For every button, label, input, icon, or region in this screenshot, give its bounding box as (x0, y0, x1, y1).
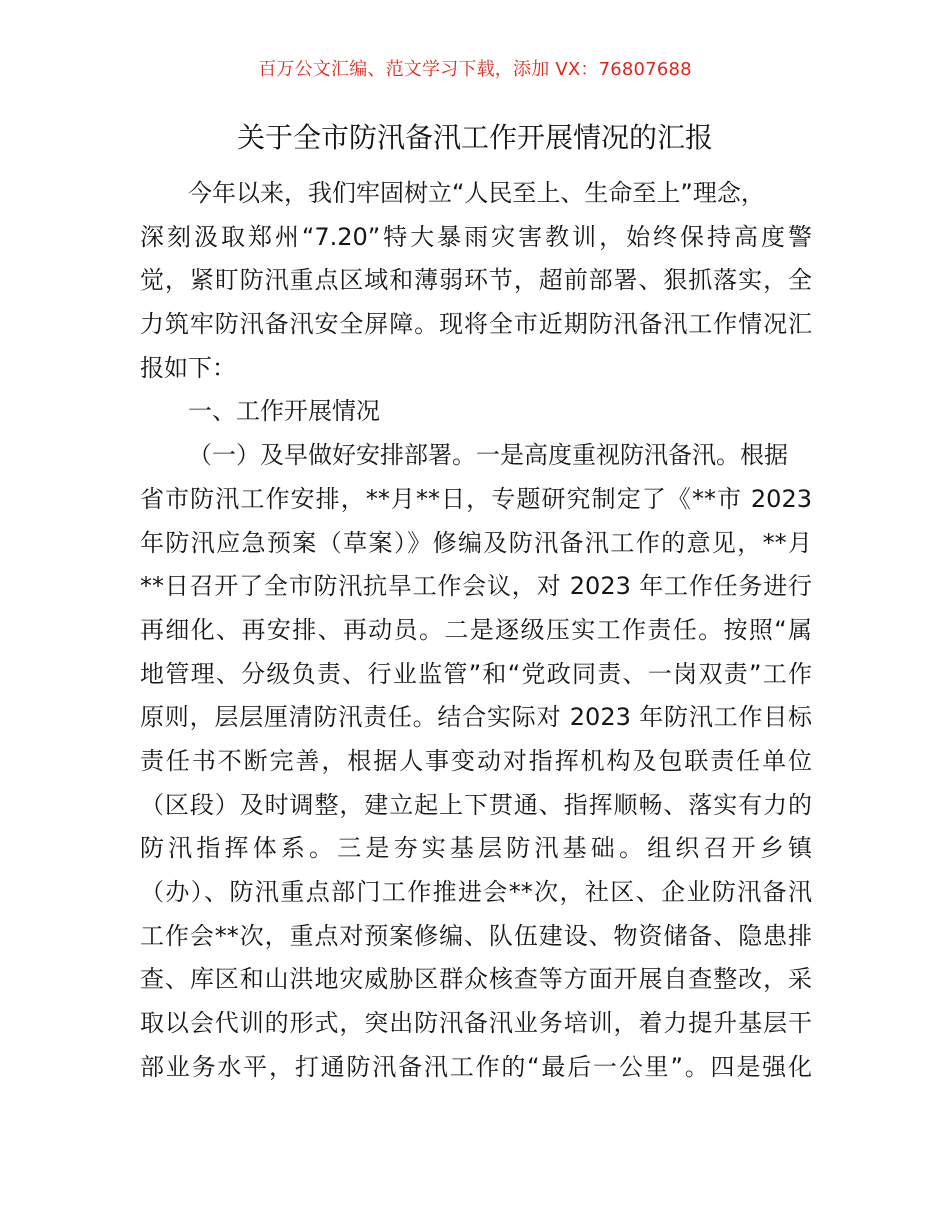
body-line: （办）、防汛重点部门工作推进会**次，社区、企业防汛备汛 (140, 878, 812, 906)
page-title: 关于全市防汛备汛工作开展情况的汇报 (236, 121, 713, 154)
body-line: 部业务水平，打通防汛备汛工作的“最后一公里”。四是强化 (140, 1052, 812, 1081)
body-line: 今年以来，我们牢固树立“人民至上、生命至上”理念， (188, 179, 765, 207)
document-body (140, 172, 812, 1089)
body-line: 年防汛应急预案（草案）》修编及防汛备汛工作的意见，**月 (140, 528, 812, 557)
body-line: 深刻汲取郑州“7.20”特大暴雨灾害教训，始终保持高度警 (140, 222, 812, 251)
body-line: 责任书不断完善，根据人事变动对指挥机构及包联责任单位 (140, 746, 812, 775)
body-line: （区段）及时调整，建立起上下贯通、指挥顺畅、落实有力的 (140, 790, 812, 819)
body-line: 报如下： (140, 353, 236, 382)
section-heading: 一、工作开展情况 (188, 397, 380, 426)
body-line: （一）及早做好安排部署。一是高度重视防汛备汛。根据 (188, 441, 788, 470)
body-line: 再细化、再安排、再动员。二是逐级压实工作责任。按照“属 (140, 615, 812, 644)
body-line: 查、库区和山洪地灾威胁区群众核查等方面开展自查整改，采 (140, 965, 812, 994)
body-line: 工作会**次，重点对预案修编、队伍建设、物资储备、隐患排 (140, 921, 812, 950)
body-line: 防汛指挥体系。三是夯实基层防汛基础。组织召开乡镇 (140, 834, 812, 863)
body-line: 原则，层层厘清防汛责任。结合实际对 2023 年防汛工作目标 (140, 703, 812, 732)
body-line: **日召开了全市防汛抗旱工作会议，对 2023 年工作任务进行 (140, 572, 812, 601)
body-line: 取以会代训的形式，突出防汛备汛业务培训，着力提升基层干 (140, 1009, 812, 1038)
body-line: 省市防汛工作安排，**月**日，专题研究制定了《**市 2023 (140, 484, 812, 513)
body-line: 觉，紧盯防汛重点区域和薄弱环节，超前部署、狠抓落实，全 (140, 266, 812, 295)
watermark-header: 百万公文汇编、范文学习下载，添加 VX：76807688 (258, 59, 692, 80)
body-line: 力筑牢防汛备汛安全屏障。现将全市近期防汛备汛工作情况汇 (140, 310, 812, 339)
body-line: 地管理、分级负责、行业监管”和“党政同责、一岗双责”工作 (140, 659, 812, 688)
